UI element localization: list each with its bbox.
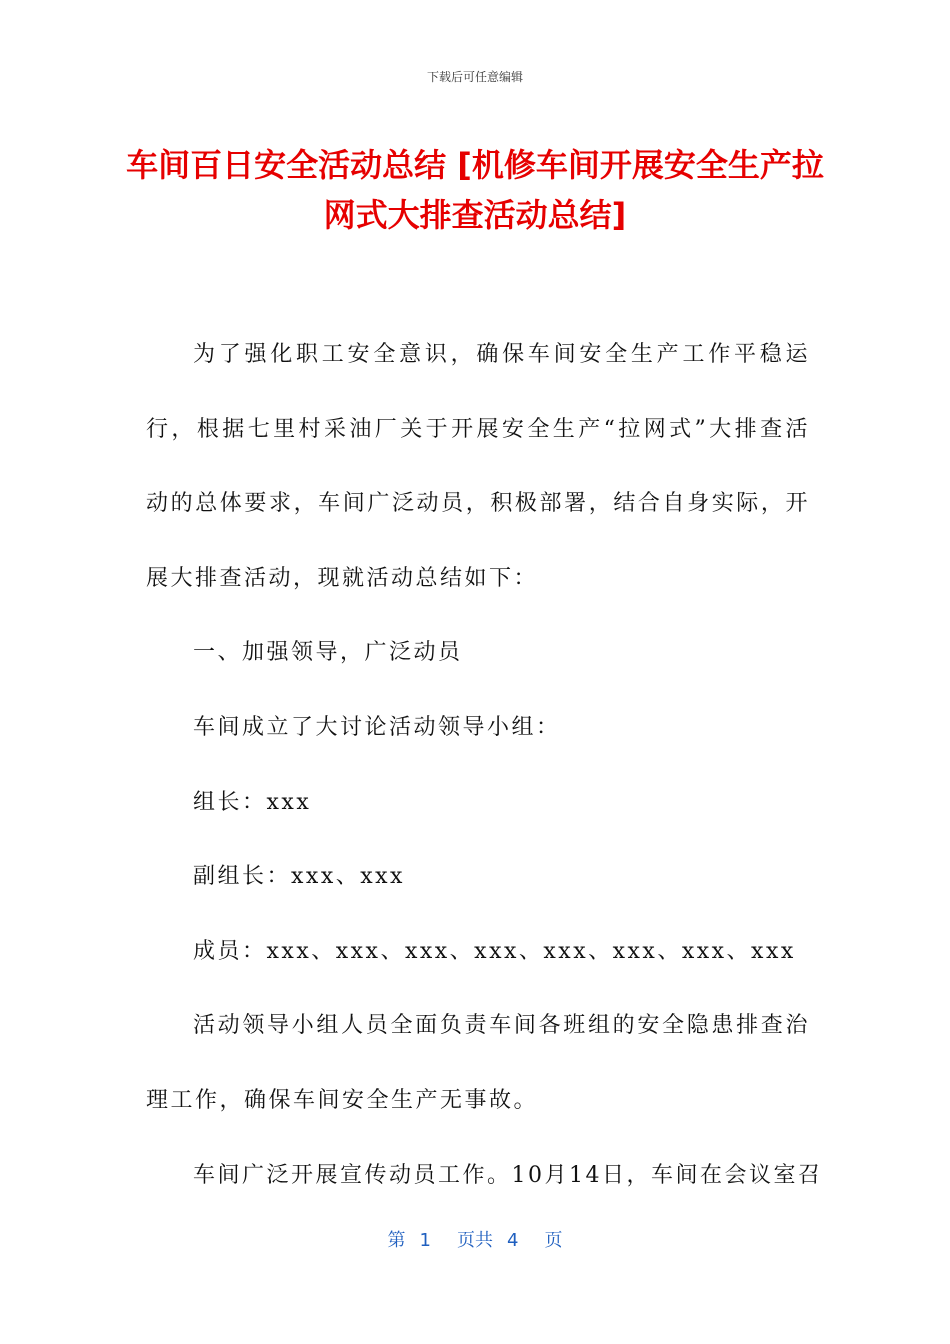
footer-suffix: 页	[544, 1230, 563, 1251]
paragraph: 活动领导小组人员全面负责车间各班组的安全隐患排查治理工作，确保车间安全生产无事故。	[146, 1013, 810, 1113]
paragraph: 车间成立了大讨论活动领导小组：	[193, 714, 561, 740]
footer-prefix: 第	[387, 1230, 406, 1251]
section-heading: 一、加强领导，广泛动员	[193, 640, 463, 666]
page-footer	[0, 1226, 950, 1252]
current-page-number: 1	[419, 1230, 431, 1251]
paragraph: 车间广泛开展宣传动员工作。10月14日，车间在会议室召	[193, 1162, 823, 1188]
paragraph: 为了强化职工安全意识，确保车间安全生产工作平稳运行，根据七里村采油厂关于开展安全生产“拉网式”大排查活动的总体要求，车间广泛动员，积极部署，结合自身实际，开展大排查活动，现就活动总结如下：	[146, 342, 810, 591]
paragraph: 副组长：xxx、xxx	[193, 864, 405, 890]
footer-middle: 页共	[457, 1230, 493, 1251]
paragraph: 成员：xxx、xxx、xxx、xxx、xxx、xxx、xxx、xxx	[193, 938, 796, 964]
document-body	[146, 318, 823, 1213]
document-title: 车间百日安全活动总结 [机修车间开展安全生产拉网式大排查活动总结]	[126, 146, 824, 234]
paragraph: 组长：xxx	[193, 789, 312, 815]
total-pages-number: 4	[507, 1230, 519, 1251]
header-note: 下载后可任意编辑	[426, 70, 523, 84]
